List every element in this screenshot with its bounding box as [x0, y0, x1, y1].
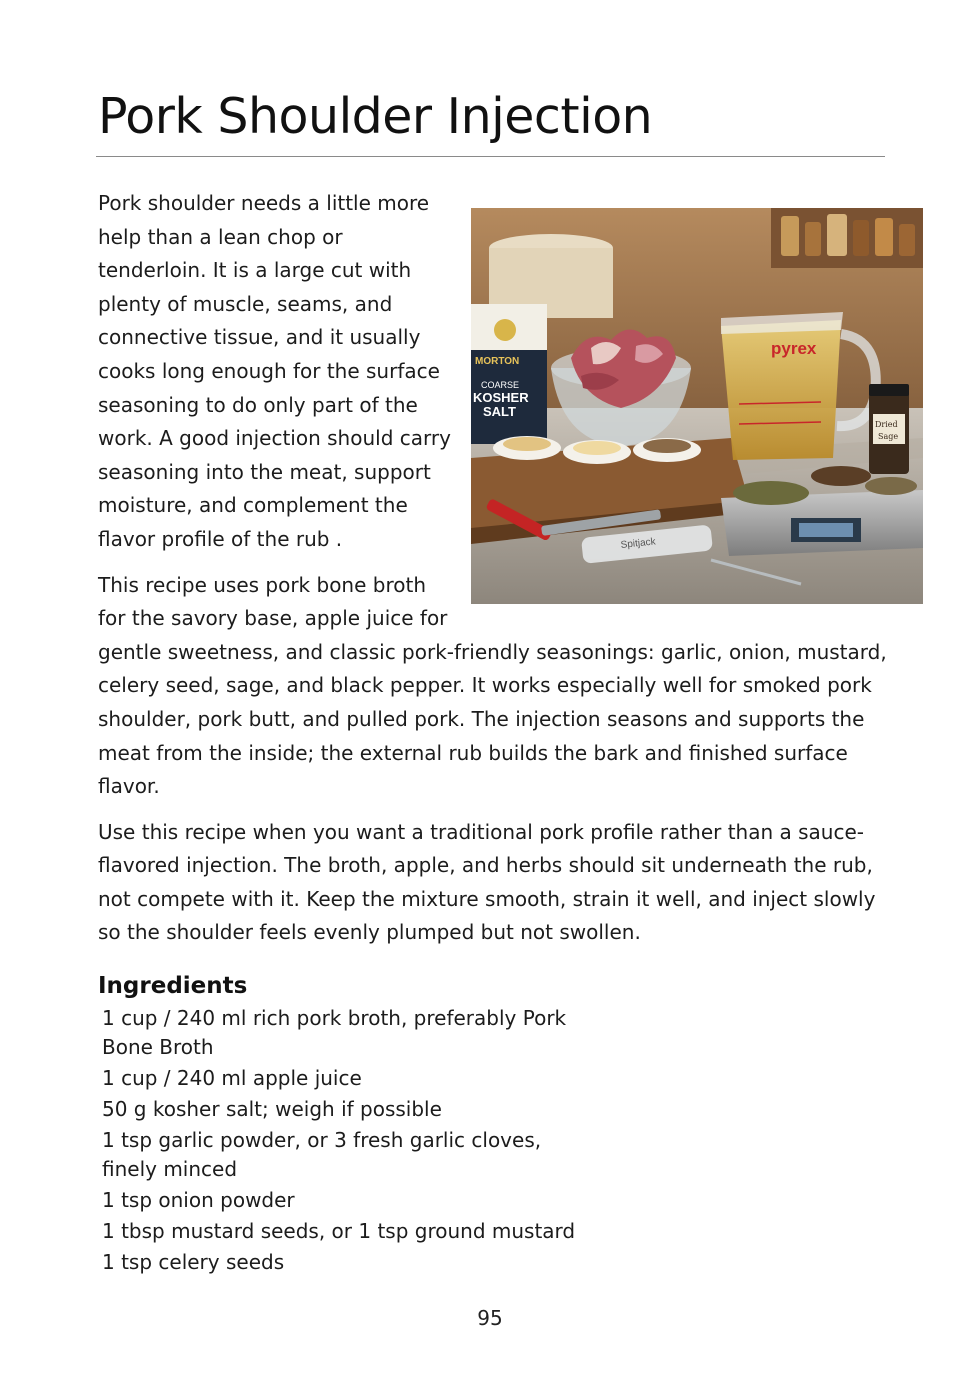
intro-paragraph-3: Use this recipe when you want a traditional pork profile rather than a sauce-flavored injection. The broth, apple, and herbs should sit underneath the rub, not compete with it. Keep the mixture smooth, strain it well, and inject slowly so the shoulder feels evenly plumped but not swollen.: [98, 819, 876, 945]
cup-brand: pyrex: [771, 339, 817, 358]
recipe-body: [98, 187, 888, 1279]
ingredient-item: 1 tsp celery seeds: [102, 1250, 285, 1275]
photo-float-spacer: [456, 187, 888, 632]
title-divider: [96, 156, 885, 157]
injector-brand: Spitjack: [620, 536, 657, 551]
jar-label-line1: Dried: [875, 420, 898, 429]
intro-paragraph-1: Pork shoulder needs a little more help than a lean chop or tenderloin. It is a large cut with plenty of muscle, seams, and connective tissue, and it usually cooks long enough for the surface seasoning to do only part of the work. A good injection should carry seasoning into the meat, support moisture, and complement the flavor profile of the rub .: [98, 191, 451, 551]
intro-paragraph-2: This recipe uses pork bone broth for the savory base, apple juice for gentle sweetness, and classic pork-friendly seasonings: garlic, onion, mustard, celery seed, sage, and black pepper. It works especially well for smoked pork shoulder, pork butt, and pulled pork. The injection seasons and supports the meat from the inside; the external rub builds the bark and finished surface flavor.: [98, 572, 887, 799]
ingredient-item: 50 g kosher salt; weigh if possible: [102, 1097, 442, 1122]
jar-label-line2: Sage: [878, 432, 899, 441]
ingredients-heading: Ingredients: [98, 973, 248, 1000]
ingredient-item: 1 tbsp mustard seeds, or 1 tsp ground mustard: [102, 1219, 576, 1244]
ingredient-item: 1 tsp onion powder: [102, 1188, 295, 1213]
page-number: 95: [477, 1306, 503, 1330]
salt-box-line2: KOSHER: [473, 390, 529, 405]
ingredients-list: [98, 1004, 602, 1277]
salt-box-brand: MORTON: [475, 356, 520, 367]
ingredient-item: 1 tsp garlic powder, or 3 fresh garlic cloves, finely minced: [102, 1128, 542, 1182]
salt-box-line1: COARSE: [481, 380, 520, 390]
ingredient-item: 1 cup / 240 ml rich pork broth, preferably Pork Bone Broth: [102, 1006, 567, 1060]
ingredient-item: 1 cup / 240 ml apple juice: [102, 1066, 362, 1091]
salt-box-line3: SALT: [483, 404, 516, 419]
page-title: Pork Shoulder Injection: [98, 88, 653, 145]
